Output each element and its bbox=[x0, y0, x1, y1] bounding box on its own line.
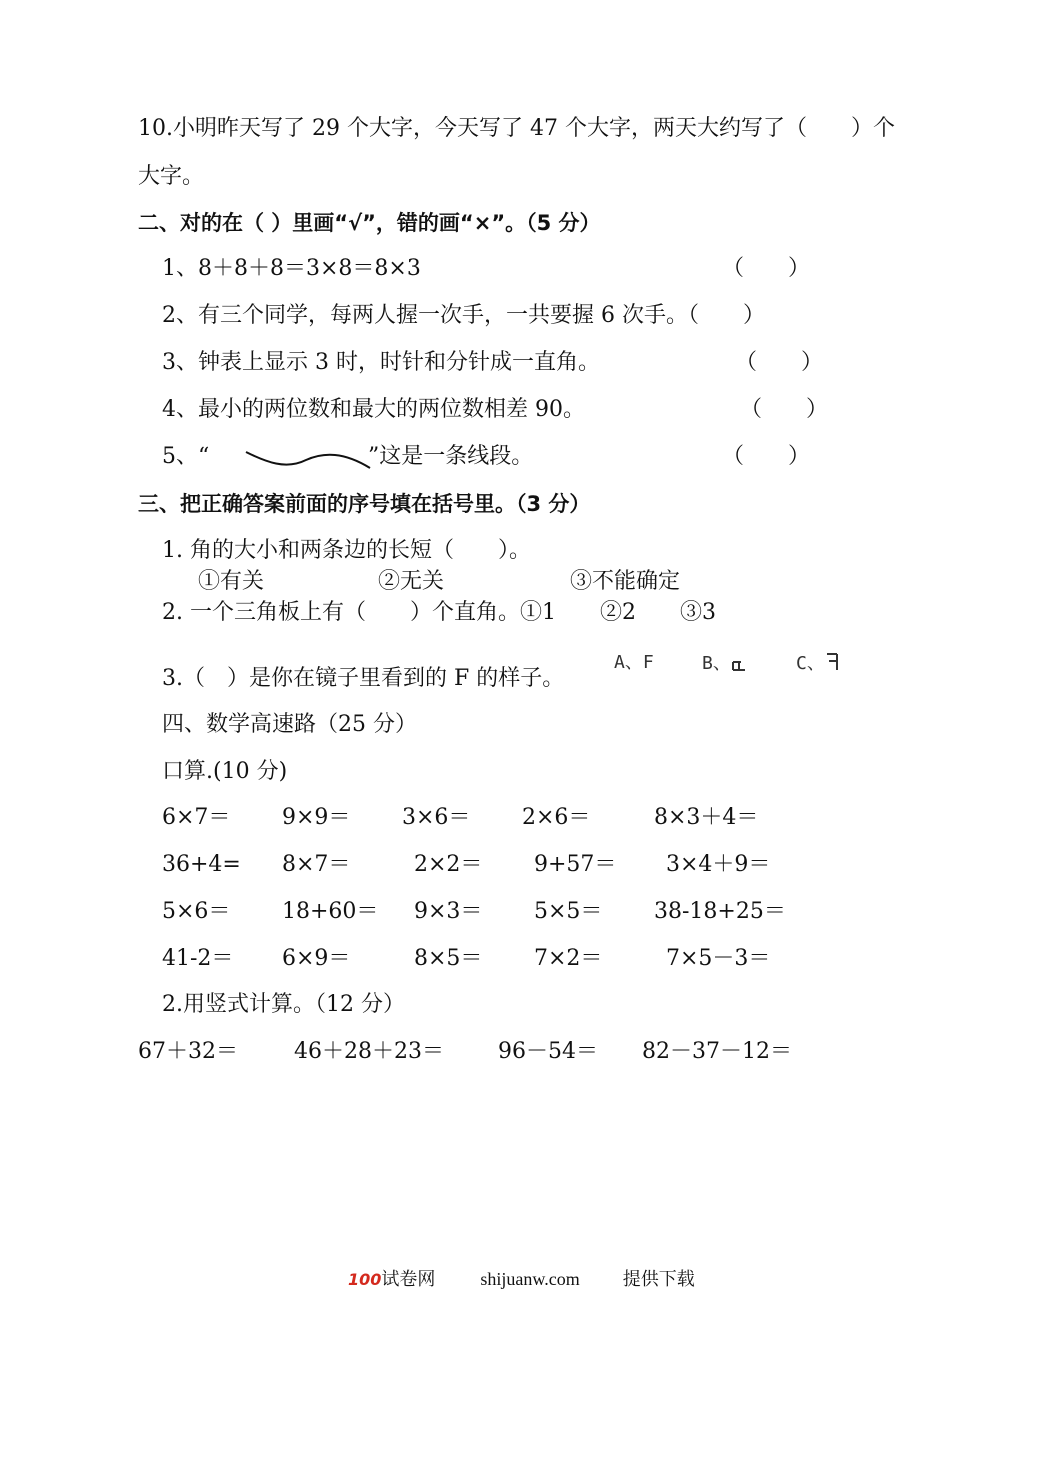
footer-suffix: 提供下载 bbox=[622, 1269, 695, 1289]
s2-item-3: 3、钟表上显示 3 时，时针和分针成一直角。 bbox=[162, 350, 600, 375]
s2-item-4-bracket: （ ） bbox=[740, 397, 829, 422]
s3-q2: 2. 一个三角板上有（ ）个直角。①1 ②2 ③3 bbox=[162, 600, 716, 625]
footer-site-name: 试卷网 bbox=[381, 1269, 436, 1289]
s3-q3-option-b bbox=[702, 652, 747, 675]
s2-item-4: 4、最小的两位数和最大的两位数相差 90。 bbox=[162, 397, 585, 422]
s2-item-3-bracket: （ ） bbox=[735, 350, 824, 375]
oral-r3-c5: 38-18+25＝ bbox=[654, 899, 786, 924]
vertical-item-1: 67＋32＝ bbox=[138, 1039, 238, 1064]
flipped-f-glyph-b bbox=[731, 652, 747, 672]
vertical-calc-title: 2.用竖式计算。（12 分） bbox=[162, 992, 405, 1017]
s3-q1-option-1: ①有关 bbox=[198, 569, 265, 594]
oral-r1-c3: 3×6＝ bbox=[402, 805, 471, 830]
s2-item-1: 1、8＋8＋8＝3×8＝8×3 bbox=[162, 256, 421, 281]
oral-calc-title: 口算.(10 分) bbox=[162, 759, 288, 784]
s2-item-1-bracket: （ ） bbox=[722, 256, 811, 281]
oral-r2-c2: 8×7＝ bbox=[282, 852, 351, 877]
site-logo: 100 bbox=[348, 1270, 382, 1289]
oral-r4-c2: 6×9＝ bbox=[282, 946, 351, 971]
oral-r3-c1: 5×6＝ bbox=[162, 899, 231, 924]
oral-r3-c2: 18+60＝ bbox=[282, 899, 379, 924]
s3-q3: 3.（ ）是你在镜子里看到的 F 的样子。 bbox=[162, 666, 565, 691]
wavy-line-figure bbox=[244, 446, 372, 474]
oral-r4-c4: 7×2＝ bbox=[534, 946, 603, 971]
oral-r2-c1: 36+4= bbox=[162, 852, 241, 877]
oral-r2-c4: 9+57＝ bbox=[534, 852, 617, 877]
oral-r3-c4: 5×5＝ bbox=[534, 899, 603, 924]
oral-r3-c3: 9×3＝ bbox=[414, 899, 483, 924]
section4-title: 四、数学高速路（25 分） bbox=[162, 712, 417, 737]
vertical-item-2: 46＋28＋23＝ bbox=[294, 1039, 444, 1064]
oral-r2-c5: 3×4＋9＝ bbox=[666, 852, 771, 877]
s2-item-5-bracket: （ ） bbox=[722, 444, 811, 469]
oral-r4-c5: 7×5－3＝ bbox=[666, 946, 771, 971]
s2-item-2: 2、有三个同学，每两人握一次手，一共要握 6 次手。（ ） bbox=[162, 303, 765, 328]
q10-line2: 大字。 bbox=[138, 164, 205, 189]
footer bbox=[348, 1268, 695, 1291]
s3-q3-option-b-label: B、 bbox=[702, 653, 731, 674]
oral-r1-c2: 9×9＝ bbox=[282, 805, 351, 830]
s3-q1-option-2: ②无关 bbox=[378, 569, 445, 594]
vertical-item-4: 82－37－12＝ bbox=[642, 1039, 792, 1064]
s3-q3-option-c bbox=[796, 652, 839, 675]
q10-line1: 10.小明昨天写了 29 个大字，今天写了 47 个大字，两天大约写了（ ）个 bbox=[138, 116, 895, 141]
oral-r2-c3: 2×2＝ bbox=[414, 852, 483, 877]
s3-q1-option-3: ③不能确定 bbox=[570, 569, 681, 594]
s3-q3-option-c-label: C、 bbox=[796, 653, 825, 674]
mirrored-f-glyph-c bbox=[825, 652, 839, 672]
oral-r1-c1: 6×7＝ bbox=[162, 805, 231, 830]
s2-item-5-before: 5、“ bbox=[162, 444, 210, 469]
section2-title: 二、对的在（ ）里画“√”，错的画“×”。（5 分） bbox=[138, 211, 601, 235]
s3-q1: 1. 角的大小和两条边的长短（ ）。 bbox=[162, 538, 531, 563]
oral-r1-c5: 8×3＋4＝ bbox=[654, 805, 759, 830]
oral-r1-c4: 2×6＝ bbox=[522, 805, 591, 830]
s2-item-5-after: ”这是一条线段。 bbox=[368, 444, 534, 469]
vertical-item-3: 96－54＝ bbox=[498, 1039, 598, 1064]
oral-r4-c1: 41-2＝ bbox=[162, 946, 234, 971]
s3-q3-option-a: A、F bbox=[614, 652, 654, 673]
oral-r4-c3: 8×5＝ bbox=[414, 946, 483, 971]
footer-url[interactable]: shijuanw.com bbox=[480, 1269, 580, 1289]
section3-title: 三、把正确答案前面的序号填在括号里。（3 分） bbox=[138, 492, 591, 516]
